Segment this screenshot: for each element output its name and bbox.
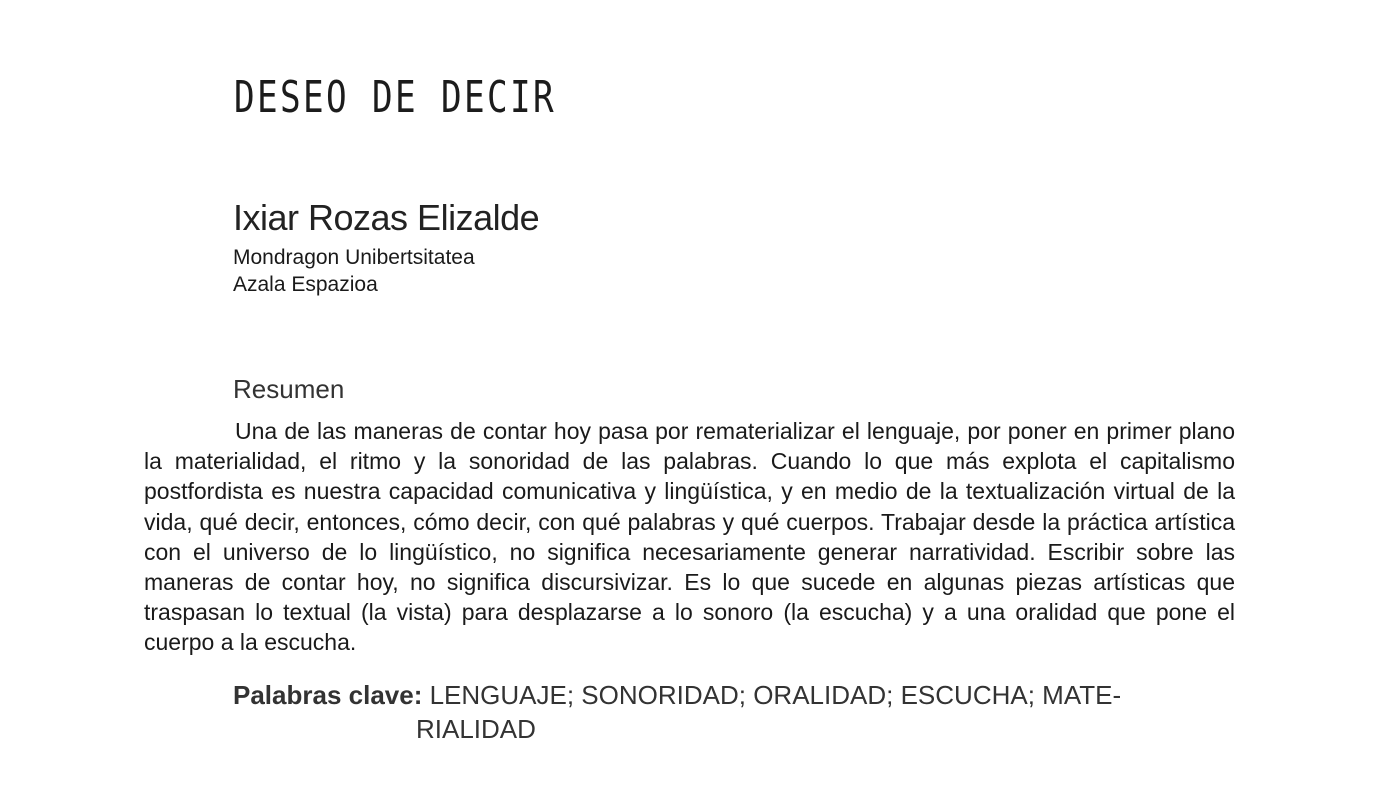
keywords-list: LENGUAJE; SONORIDAD; ORALIDAD; ESCUCHA; MATE- xyxy=(429,680,1122,710)
keywords-list-continued: RIALIDAD xyxy=(416,714,536,744)
paper-title: DESEO DE DECIR xyxy=(234,72,557,123)
keywords-label: Palabras clave: xyxy=(233,680,423,710)
affiliation: Mondragon Unibertsitatea xyxy=(233,246,475,269)
affiliation: Azala Espazioa xyxy=(233,273,378,296)
keywords xyxy=(233,678,1233,746)
abstract-text: Una de las maneras de contar hoy pasa por rematerializar el lenguaje, por poner en primer plano la materialidad, el ritmo y la sonoridad de las palabras. Cuando lo que más explota el capitalismo postfordista es nuestra capacidad comunicativa y lingüística, y en medio de la textualización virtual de la vida, qué decir, entonces, cómo decir, con qué palabras y qué cuerpos. Trabajar desde la práctica artística con el universo de lo lingüístico, no significa necesariamente generar narratividad. Escribir sobre las maneras de contar hoy, no significa discursivizar. Es lo que sucede en algunas piezas artísticas que traspasan lo textual (la vista) para desplazarse a lo sonoro (la escucha) y a una oralidad que pone el cuerpo a la escucha. xyxy=(144,418,1235,656)
author-name: Ixiar Rozas Elizalde xyxy=(233,197,540,238)
abstract-heading: Resumen xyxy=(233,374,345,404)
